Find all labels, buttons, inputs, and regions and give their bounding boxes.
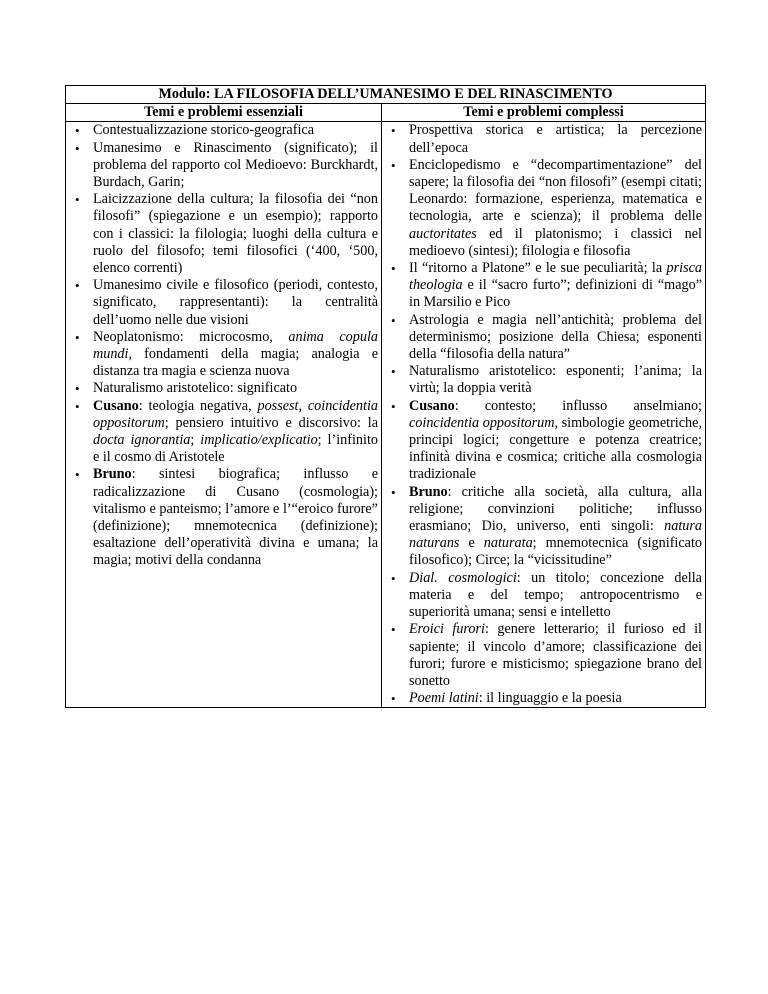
list-item-text: Neoplatonismo: microcosmo, bbox=[93, 328, 289, 345]
title-row bbox=[66, 86, 706, 104]
list-item-text: naturata bbox=[483, 535, 533, 552]
list-item-text: ; mnemotecnica (significato filosofico); Circe; la “vicissitudine” bbox=[409, 535, 702, 569]
list-item-text: coincidentia oppositorum bbox=[93, 397, 378, 431]
list-item bbox=[409, 260, 702, 312]
complex-topics-list bbox=[385, 122, 702, 707]
list-item-text: Cusano bbox=[93, 397, 139, 414]
list-item-text: Bruno bbox=[409, 483, 448, 500]
list-item bbox=[93, 398, 378, 467]
list-item-text: Laicizzazione della cultura; la filosofia dei “non filosofi” (spiegazione e un esempio); rapporto con i classici: la filologia; luoghi della cultura e ruolo del filosofo; temi filosofici (‘400, ‘500, elenco correnti) bbox=[93, 191, 378, 277]
list-item bbox=[409, 398, 702, 484]
list-item-text: ; pensiero intuitivo e discorsivo: la bbox=[164, 414, 378, 431]
list-item-text: docta ignorantia bbox=[93, 432, 191, 449]
list-item bbox=[93, 329, 378, 381]
header-row bbox=[66, 104, 706, 122]
list-item-text: , fondamenti della magia; analogia e distanza tra magia e scienza nuova bbox=[93, 346, 378, 380]
module-title: Modulo: LA FILOSOFIA DELL’UMANESIMO E DEL RINASCIMENTO bbox=[66, 86, 706, 104]
list-item-text: : sintesi biografica; influsso e radicalizzazione di Cusano (cosmologia); vitalismo e panteismo; l’amore e l’“eroico furore” (definizione); mnemotecnica (definizione); esaltazione dell’operatività divina e umana; la magia; motivi della condanna bbox=[93, 466, 378, 569]
list-item bbox=[93, 277, 378, 329]
list-item-text: Poemi latini bbox=[409, 690, 479, 707]
column-header-essential: Temi e problemi essenziali bbox=[66, 104, 382, 122]
essential-topics-list bbox=[69, 122, 378, 569]
list-item-text: e bbox=[459, 535, 484, 552]
list-item-text: , bbox=[298, 397, 308, 414]
complex-topics-cell bbox=[382, 122, 706, 708]
list-item-text: ; bbox=[190, 432, 201, 449]
list-item bbox=[93, 122, 378, 139]
list-item-text: Contestualizzazione storico-geografica bbox=[93, 122, 314, 139]
list-item-text: , simbologie geometriche, principi logici; congetture e potenza creatrice; infinità divina e cosmica; critiche alla cosmologia tradizionale bbox=[409, 414, 702, 483]
list-item-text: : critiche alla società, alla cultura, alla religione; convinzioni politiche; influsso erasmiano; Dio, universo, enti singoli: bbox=[409, 483, 702, 535]
list-item bbox=[409, 363, 702, 397]
list-item bbox=[409, 570, 702, 622]
list-item-text: Eroici furori bbox=[409, 621, 485, 638]
list-item-text: ed il platonismo; i classici nel medioevo (sintesi); filologia e filosofia bbox=[409, 225, 702, 259]
list-item-text: Naturalismo aristotelico: esponenti; l’anima; la virtù; la doppia verità bbox=[409, 363, 702, 397]
list-item-text: Astrologia e magia nell’antichità; problema del determinismo; posizione della Chiesa; esponenti della “filosofia della natura” bbox=[409, 311, 702, 363]
list-item-text: Cusano bbox=[409, 397, 455, 414]
list-item-text: ; l’infinito e il cosmo di Aristotele bbox=[93, 432, 378, 466]
list-item-text: natura naturans bbox=[409, 518, 702, 552]
list-item-text: auctoritates bbox=[409, 225, 477, 242]
list-item-text: Dial. cosmologici bbox=[409, 569, 517, 586]
column-header-complex: Temi e problemi complessi bbox=[382, 104, 706, 122]
list-item bbox=[409, 621, 702, 690]
list-item-text: Umanesimo e Rinascimento (significato); il problema del rapporto col Medioevo: Burckhardt, Burdach, Garin; bbox=[93, 139, 378, 191]
content-row bbox=[66, 122, 706, 708]
list-item bbox=[93, 191, 378, 277]
list-item-text: : contesto; influsso anselmiano; bbox=[454, 397, 702, 414]
list-item-text: Umanesimo civile e filosofico (periodi, contesto, significato, rappresentanti): la centralità dell’uomo nelle due visioni bbox=[93, 277, 378, 328]
list-item-text: Naturalismo aristotelico: significato bbox=[93, 380, 298, 397]
list-item bbox=[93, 380, 378, 397]
list-item-text: : genere letterario; il furioso ed il sapiente; il vincolo d’amore; classificazione dei furori; furore e misticismo; spiegazione brano del sonetto bbox=[409, 621, 702, 689]
list-item-text: implicatio/explicatio bbox=[200, 432, 318, 449]
list-item bbox=[93, 466, 378, 569]
document-page bbox=[65, 85, 705, 708]
list-item bbox=[409, 122, 702, 156]
module-table bbox=[65, 85, 706, 708]
list-item-text: anima copula mundi bbox=[93, 328, 378, 363]
list-item bbox=[409, 312, 702, 364]
list-item-text: possest bbox=[257, 397, 299, 414]
essential-topics-cell bbox=[66, 122, 382, 708]
list-item bbox=[409, 157, 702, 260]
list-item-text: : un titolo; concezione della materia e del tempo; antropocentrismo e superiorità umana; sensi e intelletto bbox=[409, 569, 702, 621]
list-item-text: prisca theologia bbox=[409, 260, 702, 294]
list-item-text: Prospettiva storica e artistica; la percezione dell’epoca bbox=[409, 122, 702, 156]
list-item-text: Bruno bbox=[93, 466, 132, 483]
list-item-text: : il linguaggio e la poesia bbox=[478, 690, 622, 707]
list-item bbox=[409, 690, 702, 707]
list-item-text: coincidentia oppositorum bbox=[409, 414, 555, 431]
list-item bbox=[93, 140, 378, 192]
list-item-text: Il “ritorno a Platone” e le sue peculiarità; la bbox=[409, 260, 667, 277]
list-item-text: : teologia negativa, bbox=[138, 397, 258, 414]
list-item-text: Enciclopedismo e “decompartimentazione” del sapere; la filosofia dei “non filosofi” (esempi citati; Leonardo: formazione, esperienza, matematica e tecnologia, arte e scienza); il problema delle bbox=[409, 156, 702, 225]
list-item-text: e il “sacro furto”; definizioni di “mago” in Marsilio e Pico bbox=[409, 277, 702, 311]
list-item bbox=[409, 484, 702, 570]
